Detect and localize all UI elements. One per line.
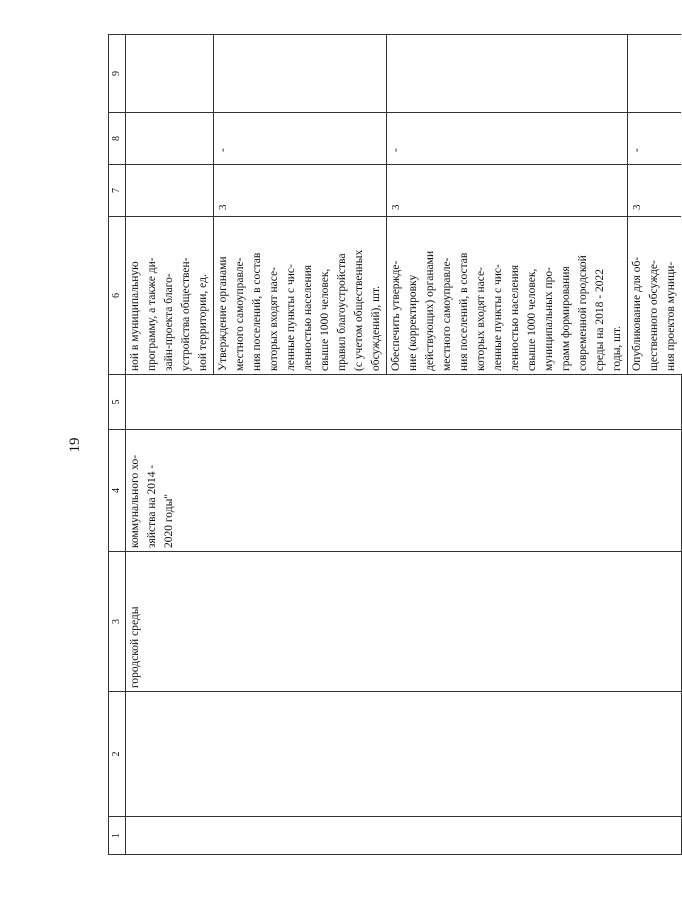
table-cell: Обеспечить утвержде- ние (корректировку действующих) органами местного самоуправле- ния поселений, в состав которых входят насе- ленные пункты с чис- ленностью населения свыше 1000 человек, муниципальных про- грамм формирования современной городской среды на 2018 - 2022 годы, шт.	[387, 217, 628, 375]
table-cell: 3	[387, 165, 628, 217]
table-cell: городской среды	[126, 552, 682, 692]
header-cell: 2	[109, 692, 126, 817]
program-table	[108, 34, 682, 855]
table-cell	[126, 817, 682, 855]
table-cell: -	[628, 113, 682, 165]
page-number: 19	[67, 437, 83, 453]
table-cell	[387, 35, 628, 113]
table-cell	[126, 113, 214, 165]
table-cell: 3	[214, 165, 387, 217]
table-cell: 3	[628, 165, 682, 217]
header-cell: 8	[109, 113, 126, 165]
header-row	[109, 35, 126, 855]
table-cell	[126, 35, 214, 113]
table-cell: коммунального хо- зяйства на 2014 - 2020 годы"	[126, 430, 682, 552]
table-row	[126, 35, 214, 855]
header-cell: 1	[109, 817, 126, 855]
header-cell: 6	[109, 217, 126, 375]
table-cell	[126, 692, 682, 817]
table-cell: -	[387, 113, 628, 165]
header-cell: 7	[109, 165, 126, 217]
table-cell: Утверждение органами местного самоуправле- ния поселений, в состав которых входят насе- ленные пункты с чис- ленностью населения свыше 1000 человек, правил благоустройства (с учетом общественных обсуждений), шт.	[214, 217, 387, 375]
table-cell: -	[214, 113, 387, 165]
table-cell	[126, 165, 214, 217]
header-cell: 5	[109, 375, 126, 430]
rotated-table-wrapper	[108, 35, 677, 855]
header-cell: 3	[109, 552, 126, 692]
table-cell: Опубликование для об- щественного обсужде- ния проектов муници-	[628, 217, 682, 375]
table-cell	[214, 35, 387, 113]
table-cell	[628, 35, 682, 113]
header-cell: 9	[109, 35, 126, 113]
table-cell: ной в муниципальную программу, а также ди- зайн-проекта благо- устройства обществен- ной территории, ед.	[126, 217, 214, 375]
header-cell: 4	[109, 430, 126, 552]
table-cell	[126, 375, 682, 430]
